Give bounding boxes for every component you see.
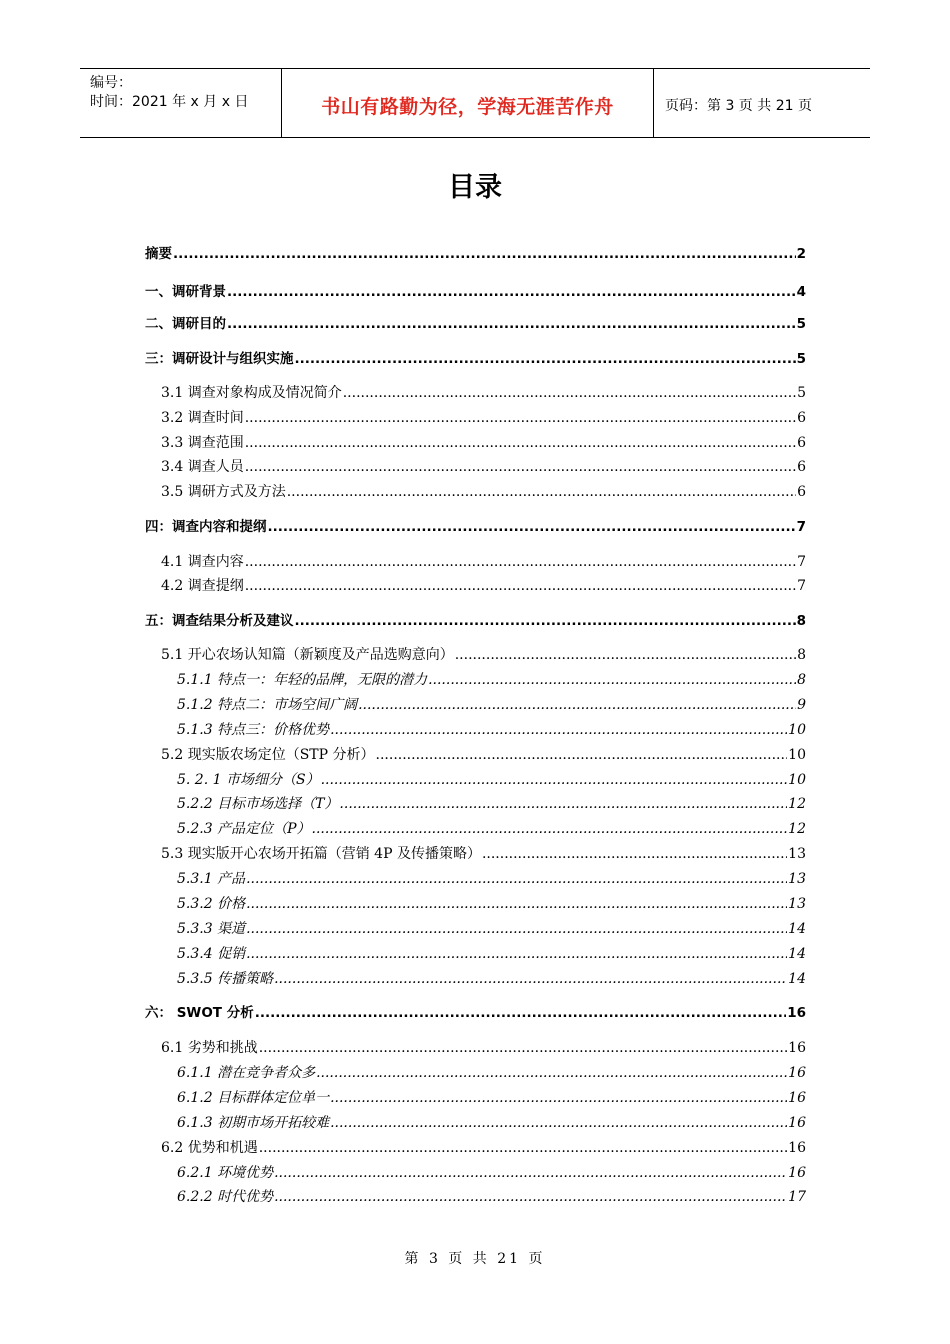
toc-entry-label: 一、调研背景: [145, 284, 226, 300]
toc-entry-label: 五：调查结果分析及建议: [145, 613, 294, 629]
toc-entry-label: 6.1.2 目标群体定位单一: [177, 1090, 330, 1106]
toc-entry-page: 17: [788, 1189, 806, 1205]
toc-entry[interactable]: [177, 771, 806, 789]
toc-entry[interactable]: [177, 1164, 806, 1182]
toc-entry-label: 3.2 调查时间: [161, 410, 244, 426]
toc-entry-page: 16: [788, 1140, 806, 1156]
toc-leader-dots: [330, 721, 787, 739]
toc-entry[interactable]: [177, 795, 806, 813]
toc-leader-dots: [358, 696, 796, 714]
toc-leader-dots: [330, 1114, 787, 1132]
toc-entry-page: 6: [797, 435, 806, 451]
toc-entry-page: 6: [797, 459, 806, 475]
toc-entry-label: 3.1 调查对象构成及情况简介: [161, 385, 342, 401]
time-label: 时间：2021 年 x 月 x 日: [90, 94, 249, 110]
toc-entry[interactable]: [161, 646, 806, 664]
toc-entry[interactable]: [161, 577, 806, 595]
toc-entry-label: 5.1.1 特点一：年轻的品牌，无限的潜力: [177, 672, 428, 688]
toc-entry-label: 5.3.2 价格: [177, 896, 246, 912]
toc-entry[interactable]: [145, 350, 806, 368]
toc-leader-dots: [259, 1039, 787, 1057]
toc-entry[interactable]: [145, 245, 806, 263]
toc-leader-dots: [259, 1139, 787, 1157]
toc-entry[interactable]: [145, 283, 806, 301]
toc-leader-dots: [295, 350, 796, 368]
toc-entry-label: 6.1.1 潜在竞争者众多: [177, 1065, 316, 1081]
toc-leader-dots: [321, 771, 788, 789]
toc-entry-label: 5. 2. 1 市场细分（S）: [177, 772, 320, 788]
toc-leader-dots: [255, 1004, 787, 1022]
toc-entry-page: 9: [797, 697, 806, 713]
toc-entry-page: 10: [788, 772, 806, 788]
toc-leader-dots: [245, 434, 796, 452]
toc-leader-dots: [173, 245, 796, 263]
toc-entry[interactable]: [177, 820, 806, 838]
toc-entry[interactable]: [177, 1064, 806, 1082]
toc-leader-dots: [246, 895, 787, 913]
toc-entry-page: 14: [788, 946, 806, 962]
toc-entry-page: 16: [788, 1165, 806, 1181]
page-footer: 第 3 页 共 21 页: [404, 1251, 546, 1267]
toc-entry-label: 5.1.3 特点三：价格优势: [177, 722, 330, 738]
toc-entry[interactable]: [177, 870, 806, 888]
toc-entry[interactable]: [161, 434, 806, 452]
toc-entry[interactable]: [161, 845, 806, 863]
toc-entry-label: 5.3.5 传播策略: [177, 971, 274, 987]
toc-entry-label: 4.1 调查内容: [161, 554, 244, 570]
toc-leader-dots: [312, 820, 788, 838]
toc-entry-page: 14: [788, 921, 806, 937]
toc-leader-dots: [295, 612, 796, 630]
toc-entry-page: 13: [788, 871, 806, 887]
toc-entry[interactable]: [161, 483, 806, 501]
toc-entry[interactable]: [145, 315, 806, 333]
toc-entry-label: 3.5 调研方式及方法: [161, 484, 286, 500]
toc-entry-label: 5.2.2 目标市场选择（T）: [177, 796, 339, 812]
toc-entry[interactable]: [161, 1039, 806, 1057]
toc-entry-label: 5.3 现实版开心农场开拓篇（营销 4P 及传播策略）: [161, 846, 481, 862]
toc-entry-label: 5.3.4 促销: [177, 946, 246, 962]
toc-entry-label: 二、调研目的: [145, 316, 226, 332]
toc-entry-label: 5.2.3 产品定位（P）: [177, 821, 311, 837]
toc-entry[interactable]: [177, 696, 806, 714]
toc-entry-label: 3.3 调查范围: [161, 435, 244, 451]
toc-entry-page: 16: [787, 1005, 806, 1021]
header-middle-cell: [282, 69, 654, 137]
toc-entry-label: 5.1 开心农场认知篇（新颖度及产品选购意向）: [161, 647, 454, 663]
toc-leader-dots: [246, 870, 787, 888]
toc-entry-page: 7: [797, 554, 806, 570]
toc-leader-dots: [274, 970, 787, 988]
header-right-cell: [655, 69, 870, 137]
toc-entry[interactable]: [177, 970, 806, 988]
header-left-cell: [80, 69, 282, 137]
toc-entry-page: 5: [796, 316, 806, 332]
toc-entry-label: 四：调查内容和提纲: [145, 519, 267, 535]
toc-entry-label: 三：调研设计与组织实施: [145, 351, 294, 367]
toc-entry-page: 16: [788, 1090, 806, 1106]
toc-entry[interactable]: [177, 1114, 806, 1132]
toc-entry-page: 5: [796, 351, 806, 367]
toc-entry-label: 5.3.1 产品: [177, 871, 246, 887]
toc-entry-page: 13: [788, 896, 806, 912]
toc-entry-page: 13: [788, 846, 806, 862]
page-title: 目录: [448, 172, 502, 203]
toc-entry[interactable]: [161, 458, 806, 476]
toc-entry-page: 7: [797, 578, 806, 594]
toc-leader-dots: [268, 518, 796, 536]
toc-entry-label: 4.2 调查提纲: [161, 578, 244, 594]
toc-entry-label: 6.1 劣势和挑战: [161, 1040, 258, 1056]
toc-entry[interactable]: [177, 920, 806, 938]
toc-entry[interactable]: [177, 895, 806, 913]
toc-entry[interactable]: [161, 553, 806, 571]
toc-entry-page: 8: [796, 613, 806, 629]
toc-entry-page: 16: [788, 1040, 806, 1056]
toc-entry-label: 5.3.3 渠道: [177, 921, 246, 937]
page-header: [80, 68, 870, 138]
toc-entry-label: 6.2.2 时代优势: [177, 1189, 274, 1205]
toc-leader-dots: [227, 283, 796, 301]
toc-entry-page: 12: [788, 821, 806, 837]
toc-entry[interactable]: [161, 384, 806, 402]
toc-leader-dots: [482, 845, 787, 863]
toc-entry-page: 6: [797, 410, 806, 426]
toc-leader-dots: [343, 384, 796, 402]
toc-entry-label: 6.1.3 初期市场开拓较难: [177, 1115, 330, 1131]
toc-leader-dots: [245, 458, 796, 476]
toc-entry[interactable]: [161, 1139, 806, 1157]
toc-leader-dots: [339, 795, 787, 813]
toc-entry-page: 16: [788, 1065, 806, 1081]
toc-leader-dots: [274, 1164, 787, 1182]
toc-entry-page: 7: [796, 519, 806, 535]
toc-leader-dots: [274, 1188, 787, 1206]
toc-entry[interactable]: [177, 945, 806, 963]
toc-entry-page: 8: [797, 672, 806, 688]
toc-entry-label: 5.2 现实版农场定位（STP 分析）: [161, 747, 375, 763]
header-page-info: 页码：第 3 页 共 21 页: [665, 98, 812, 114]
toc-entry-page: 4: [796, 284, 806, 300]
toc-entry-label: 六： SWOT 分析: [145, 1005, 254, 1021]
toc-leader-dots: [428, 671, 796, 689]
toc-entry-page: 10: [788, 722, 806, 738]
toc-entry-page: 12: [788, 796, 806, 812]
toc-entry-label: 5.1.2 特点二：市场空间广阔: [177, 697, 358, 713]
toc-entry[interactable]: [145, 612, 806, 630]
toc-entry-page: 10: [788, 747, 806, 763]
toc-leader-dots: [330, 1089, 787, 1107]
toc-entry-label: 6.2 优势和机遇: [161, 1140, 258, 1156]
toc-entry[interactable]: [177, 671, 806, 689]
header-motto: 书山有路勤为径，学海无涯苦作舟: [321, 96, 614, 118]
toc-entry[interactable]: [177, 1188, 806, 1206]
toc-leader-dots: [287, 483, 796, 501]
toc-entry-page: 5: [797, 385, 806, 401]
toc-leader-dots: [246, 945, 787, 963]
toc-leader-dots: [227, 315, 796, 333]
toc-entry[interactable]: [161, 746, 806, 764]
toc-leader-dots: [245, 409, 796, 427]
toc-entry-page: 14: [788, 971, 806, 987]
toc-entry[interactable]: [177, 1089, 806, 1107]
toc-leader-dots: [245, 553, 796, 571]
toc-entry[interactable]: [145, 1004, 806, 1022]
toc-entry-label: 摘要: [145, 246, 172, 262]
toc-leader-dots: [455, 646, 796, 664]
toc-entry-page: 2: [796, 246, 806, 262]
serial-label: 编号：: [90, 75, 132, 91]
toc-entry-page: 16: [788, 1115, 806, 1131]
toc-entry[interactable]: [177, 721, 806, 739]
toc-leader-dots: [246, 920, 787, 938]
toc-entry-page: 6: [797, 484, 806, 500]
toc-entry[interactable]: [161, 409, 806, 427]
toc-leader-dots: [376, 746, 788, 764]
toc-entry-label: 3.4 调查人员: [161, 459, 244, 475]
toc-entry[interactable]: [145, 518, 806, 536]
toc-leader-dots: [245, 577, 796, 595]
toc-leader-dots: [316, 1064, 787, 1082]
toc-entry-label: 6.2.1 环境优势: [177, 1165, 274, 1181]
toc-entry-page: 8: [797, 647, 806, 663]
